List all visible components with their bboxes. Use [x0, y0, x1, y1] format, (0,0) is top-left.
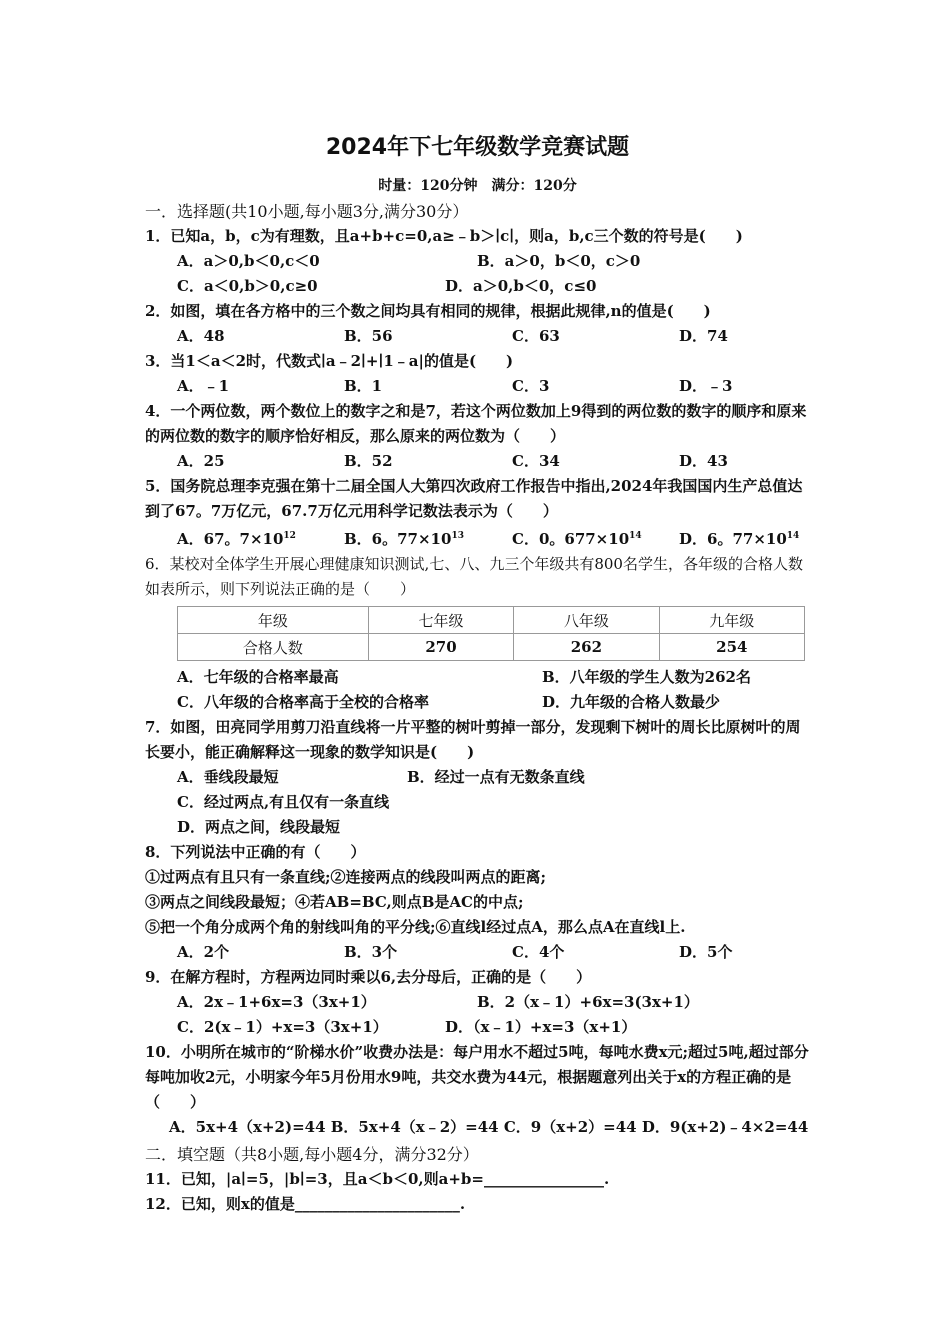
question-8-options [145, 940, 810, 965]
table-header-cell: 九年级 [659, 607, 804, 634]
option-b: B．经过一点有无数条直线 [407, 768, 585, 786]
option-d: D．a＞0,b＜0，c≤0 [445, 277, 597, 295]
question-5: 5．国务院总理李克强在第十二届全国人大第四次政府工作报告中指出,2024年我国国内生产总值达到了67。7万亿元，67.7万亿元用科学记数法表示为（ ） [145, 477, 803, 520]
option-b: B．52 [344, 452, 393, 470]
option-c: C．63 [512, 327, 560, 345]
question-2: 2．如图，填在各方格中的三个数之间均具有相同的规律，根据此规律,n的值是( ) [145, 302, 711, 320]
question-6: 6．某校对全体学生开展心理健康知识测试,七、八、九三个年级共有800名学生，各年级的合格人数如表所示，则下列说法正确的是（ ） [145, 555, 803, 598]
table-row [178, 634, 805, 661]
question-12: 12．已知，则x的值是______________________. [145, 1195, 466, 1213]
option-c: C．2(x﹣1）+x=3（3x+1） [177, 1018, 388, 1036]
table-cell: 270 [368, 634, 513, 661]
option-d: D．43 [679, 452, 728, 470]
option-a: A．25 [177, 452, 225, 470]
option-b: B．3个 [344, 943, 398, 961]
option-a: A．垂线段最短 [177, 768, 279, 786]
question-9: 9．在解方程时，方程两边同时乘以6,去分母后，正确的是（ ） [145, 968, 592, 986]
option-b: B．6。$77\times 10^{13}$ [344, 530, 464, 548]
table-cell: 262 [514, 634, 659, 661]
question-3: 3．当1＜a＜2时，代数式∣a﹣2∣+∣1﹣a|的值是( ) [145, 352, 514, 370]
option-a: A．七年级的合格率最高 [177, 668, 339, 686]
option-a: A．67。$7\times 10^{12}$ [177, 530, 296, 548]
option-c: C．a＜0,b＞0,c≥0 [177, 277, 318, 295]
question-8-statement: ①过两点有且只有一条直线;②连接两点的线段叫两点的距离; [145, 868, 547, 886]
question-10: 10．小明所在城市的“阶梯水价”收费办法是：每户用水不超过5吨，每吨水费x元;超过5吨,超过部分每吨加收2元，小明家今年5月份用水9吨，共交水费为44元，根据题意列出关于x的方程正确的是（ ） [145, 1043, 809, 1111]
table-header-cell: 七年级 [368, 607, 513, 634]
option-d: D．74 [679, 327, 728, 345]
option-c: C．3 [512, 377, 550, 395]
table-header-cell: 年级 [178, 607, 369, 634]
question-9-options-2 [145, 1015, 810, 1040]
option-c: C．八年级的合格率高于全校的合格率 [177, 693, 429, 711]
option-b: B．a＞0，b＜0，c＞0 [477, 252, 641, 270]
question-7-option-d [145, 815, 810, 840]
question-8: 8．下列说法中正确的有（ ） [145, 843, 366, 861]
question-8-statement: ⑤把一个角分成两个角的射线叫角的平分线;⑥直线l经过点A，那么点A在直线l上. [145, 918, 686, 936]
section-heading-fill: 二．填空题（共8小题,每小题4分，满分32分） [145, 1145, 479, 1164]
question-7-option-c [145, 790, 810, 815]
question-1-options [145, 249, 810, 274]
question-1-options-2 [145, 274, 810, 299]
option-d: D．两点之间，线段最短 [177, 818, 341, 836]
question-4-options [145, 449, 810, 474]
option-d: D．6。$77\times 10^{14}$ [679, 530, 800, 548]
option-c: C．34 [512, 452, 560, 470]
question-1: 1．已知a，b，c为有理数，且a+b+c=0,a≥﹣b＞∣c∣，则a，b,c三个数的符号是( ) [145, 227, 743, 245]
option-b: B．八年级的学生人数为262名 [542, 668, 751, 686]
question-6-options [145, 665, 810, 690]
question-5-options [145, 524, 810, 552]
option-c: C．经过两点,有且仅有一条直线 [177, 793, 390, 811]
exam-meta: 时量：120分钟 满分：120分 [378, 178, 577, 194]
exam-page [145, 130, 810, 1217]
option-c: C．0。$677\times 10^{14}$ [512, 530, 642, 548]
question-11: 11．已知，|a∣=5，|b∣=3，且a＜b＜0,则a+b=________________. [145, 1170, 610, 1188]
option-c: C．4个 [512, 943, 565, 961]
table-cell: 合格人数 [178, 634, 369, 661]
option-b: B．2（x﹣1）+6x=3(3x+1） [477, 993, 699, 1011]
question-2-options [145, 324, 810, 349]
section-heading-choice: 一．选择题(共10小题,每小题3分,满分30分） [145, 202, 469, 221]
option-a: A．a＞0,b＜0,c＜0 [177, 252, 320, 270]
option-b: B．56 [344, 327, 393, 345]
option-b: B．1 [344, 377, 383, 395]
question-3-options [145, 374, 810, 399]
question-4: 4．一个两位数，两个数位上的数字之和是7，若这个两位数加上9得到的两位数的数字的顺序和原来的两位数的数字的顺序恰好相反，那么原来的两位数为（ ） [145, 402, 807, 445]
pass-count-table [177, 606, 805, 661]
question-9-options [145, 990, 810, 1015]
question-8-statement: ③两点之间线段最短；④若AB=BC,则点B是AC的中点; [145, 893, 524, 911]
table-cell: 254 [659, 634, 804, 661]
option-d: D．（x﹣1）+x=3（x+1） [445, 1018, 637, 1036]
question-10-options: A．5x+4（x+2)=44 B．5x+4（x﹣2）=44 C．9（x+2）=44 D．9(x+2)﹣4×2=44 [169, 1118, 809, 1136]
option-d: D．﹣3 [679, 377, 733, 395]
option-a: A．2个 [177, 943, 230, 961]
question-7: 7．如图，田亮同学用剪刀沿直线将一片平整的树叶剪掉一部分，发现剩下树叶的周长比原树叶的周长要小，能正确解释这一现象的数学知识是( ) [145, 718, 801, 761]
question-7-options [145, 765, 810, 790]
option-d: D．九年级的合格人数最少 [542, 693, 721, 711]
option-a: A．﹣1 [177, 377, 230, 395]
option-d: D．5个 [679, 943, 733, 961]
option-a: A．2x﹣1+6x=3（3x+1） [177, 993, 376, 1011]
table-header-cell: 八年级 [514, 607, 659, 634]
table-header-row [178, 607, 805, 634]
page-title: 2024年下七年级数学竞赛试题 [325, 135, 630, 160]
option-a: A．48 [177, 327, 225, 345]
question-6-options-2 [145, 690, 810, 715]
